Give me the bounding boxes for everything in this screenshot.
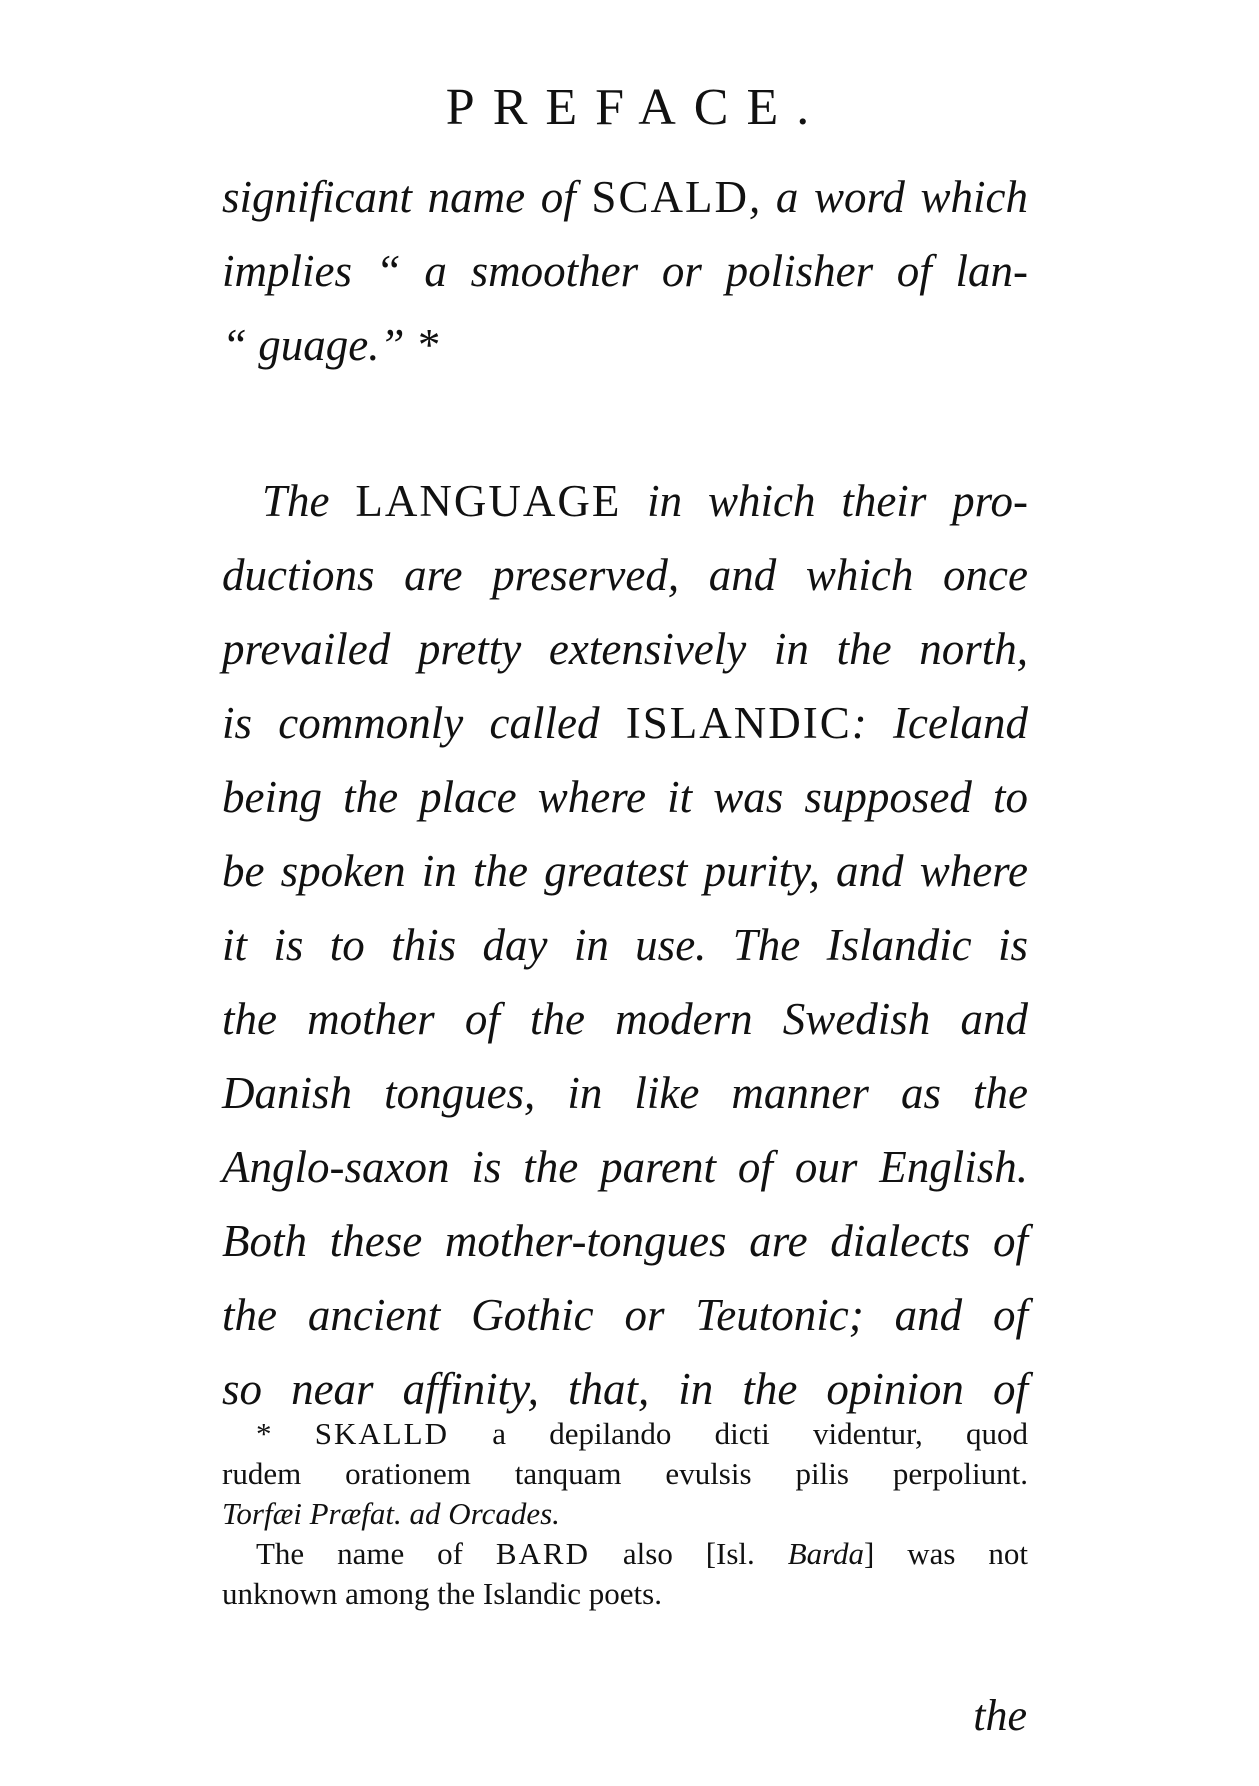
text-line: “ guage.” *	[222, 320, 439, 370]
text-line: Anglo-saxon is the parent of our English.	[222, 1142, 1028, 1192]
small-caps-term: ISLANDIC	[625, 698, 852, 748]
text-line: the ancient Gothic or Teutonic; and of	[222, 1290, 1028, 1340]
small-caps-term: BARD	[495, 1536, 590, 1571]
page-header: PREFACE.	[445, 79, 828, 136]
text-line: is commonly called ISLANDIC: Iceland	[222, 698, 1028, 748]
small-caps-term: LANGUAGE	[355, 476, 622, 526]
footnote-citation: Torfæi Præfat. ad Orcades.	[222, 1496, 560, 1531]
text-line: Both these mother-tongues are dialects of	[222, 1216, 1028, 1266]
text-line: ductions are preserved, and which once	[222, 550, 1028, 600]
small-caps-term: SCALD	[591, 172, 749, 222]
text-line: so near affinity, that, in the opinion of	[222, 1364, 1028, 1414]
text-line: the mother of the modern Swedish and	[222, 994, 1028, 1044]
catchword: the	[973, 1691, 1027, 1740]
footnote-line: rudem orationem tanquam evulsis pilis perpoliunt.	[222, 1456, 1028, 1491]
text-line: being the place where it was supposed to	[222, 772, 1028, 822]
small-caps-term: SKALLD	[314, 1416, 449, 1451]
text-line: The LANGUAGE in which their pro-	[262, 476, 1028, 526]
footnote-line: * SKALLD a depilando dicti videntur, quod	[256, 1416, 1028, 1451]
footnote-line: unknown among the Islandic poets.	[222, 1576, 662, 1611]
text-line: significant name of SCALD, a word which	[222, 172, 1028, 222]
text-line: Danish tongues, in like manner as the	[222, 1068, 1028, 1118]
text-line: be spoken in the greatest purity, and where	[222, 846, 1028, 896]
text-line: prevailed pretty extensively in the north,	[222, 624, 1028, 674]
footnote	[222, 1414, 1028, 1614]
text-line: it is to this day in use. The Islandic is	[222, 920, 1028, 970]
main-text	[222, 160, 1028, 1426]
text-line: implies “ a smoother or polisher of lan-	[222, 246, 1028, 296]
footnote-line: The name of BARD also [Isl. Barda] was not	[256, 1536, 1028, 1571]
